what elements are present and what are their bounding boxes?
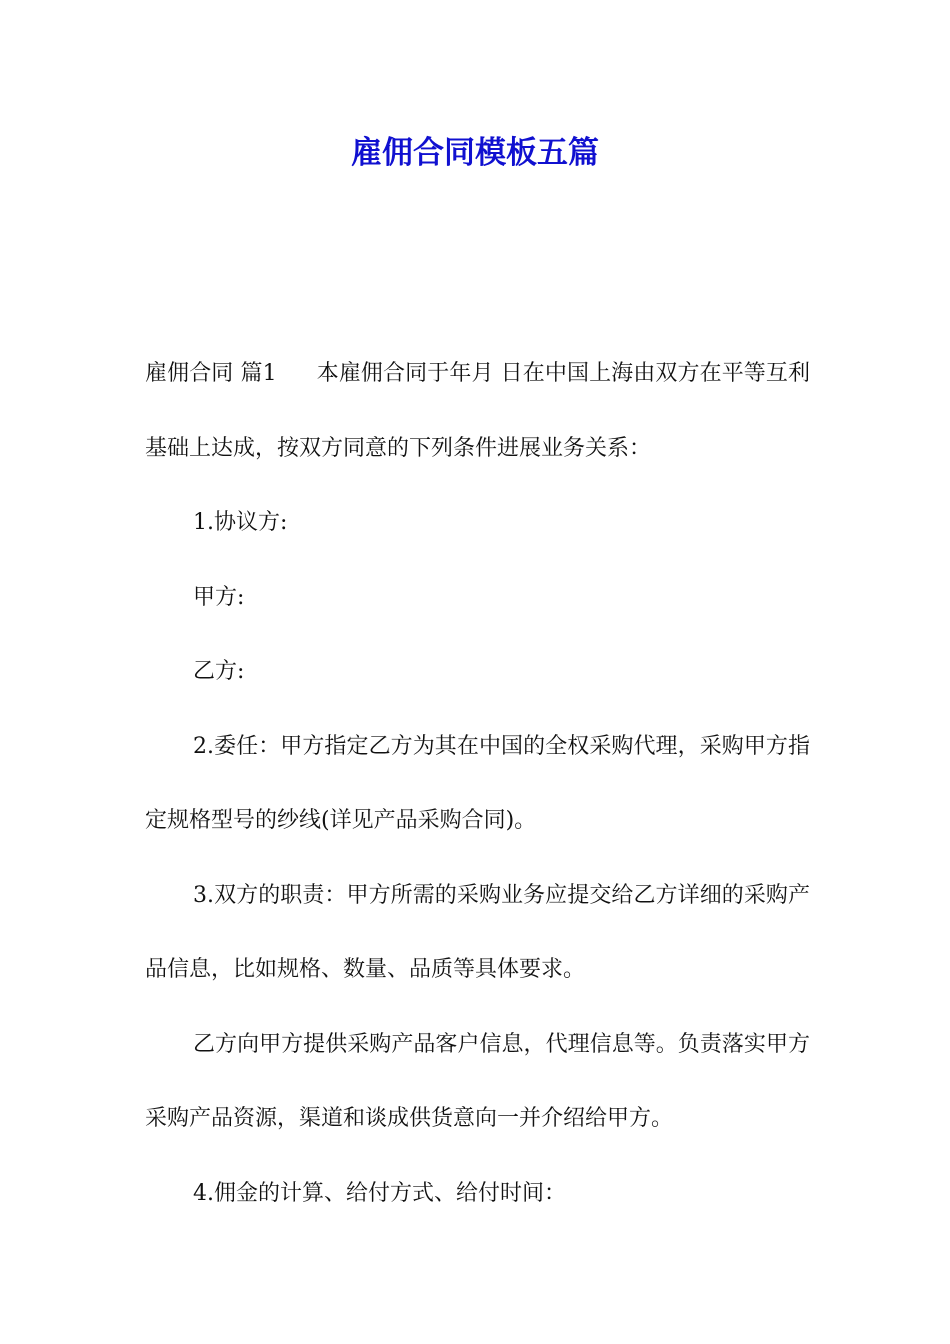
paragraph-appointment: 2.委任：甲方指定乙方为其在中国的全权采购代理，采购甲方指定规格型号的纱线(详见产品采购合同)。 — [145, 733, 810, 833]
intro-text: 本雇佣合同于年月 日在中国上海由双方在平等互利基础上达成，按双方同意的下列条件进展业务关系： — [145, 361, 810, 461]
document-title: 雇佣合同模板五篇 — [351, 135, 599, 171]
paragraph-parties: 1.协议方: — [193, 510, 288, 535]
paragraph-commission: 4.佣金的计算、给付方式、给付时间： — [193, 1180, 566, 1206]
paragraph-party-b-duties: 乙方向甲方提供采购产品客户信息，代理信息等。负责落实甲方采购产品资源，渠道和谈成供货意向一并介绍给甲方。 — [145, 1031, 810, 1131]
intro-paragraph — [145, 337, 810, 486]
paragraph-party-b: 乙方: — [193, 659, 245, 684]
paragraph-party-a: 甲方: — [193, 584, 245, 610]
document-body — [145, 337, 810, 1231]
section-heading-label: 雇佣合同 篇1 — [145, 361, 277, 386]
paragraph-duties: 3.双方的职责：甲方所需的采购业务应提交给乙方详细的采购产品信息，比如规格、数量、品质等具体要求。 — [145, 882, 810, 982]
